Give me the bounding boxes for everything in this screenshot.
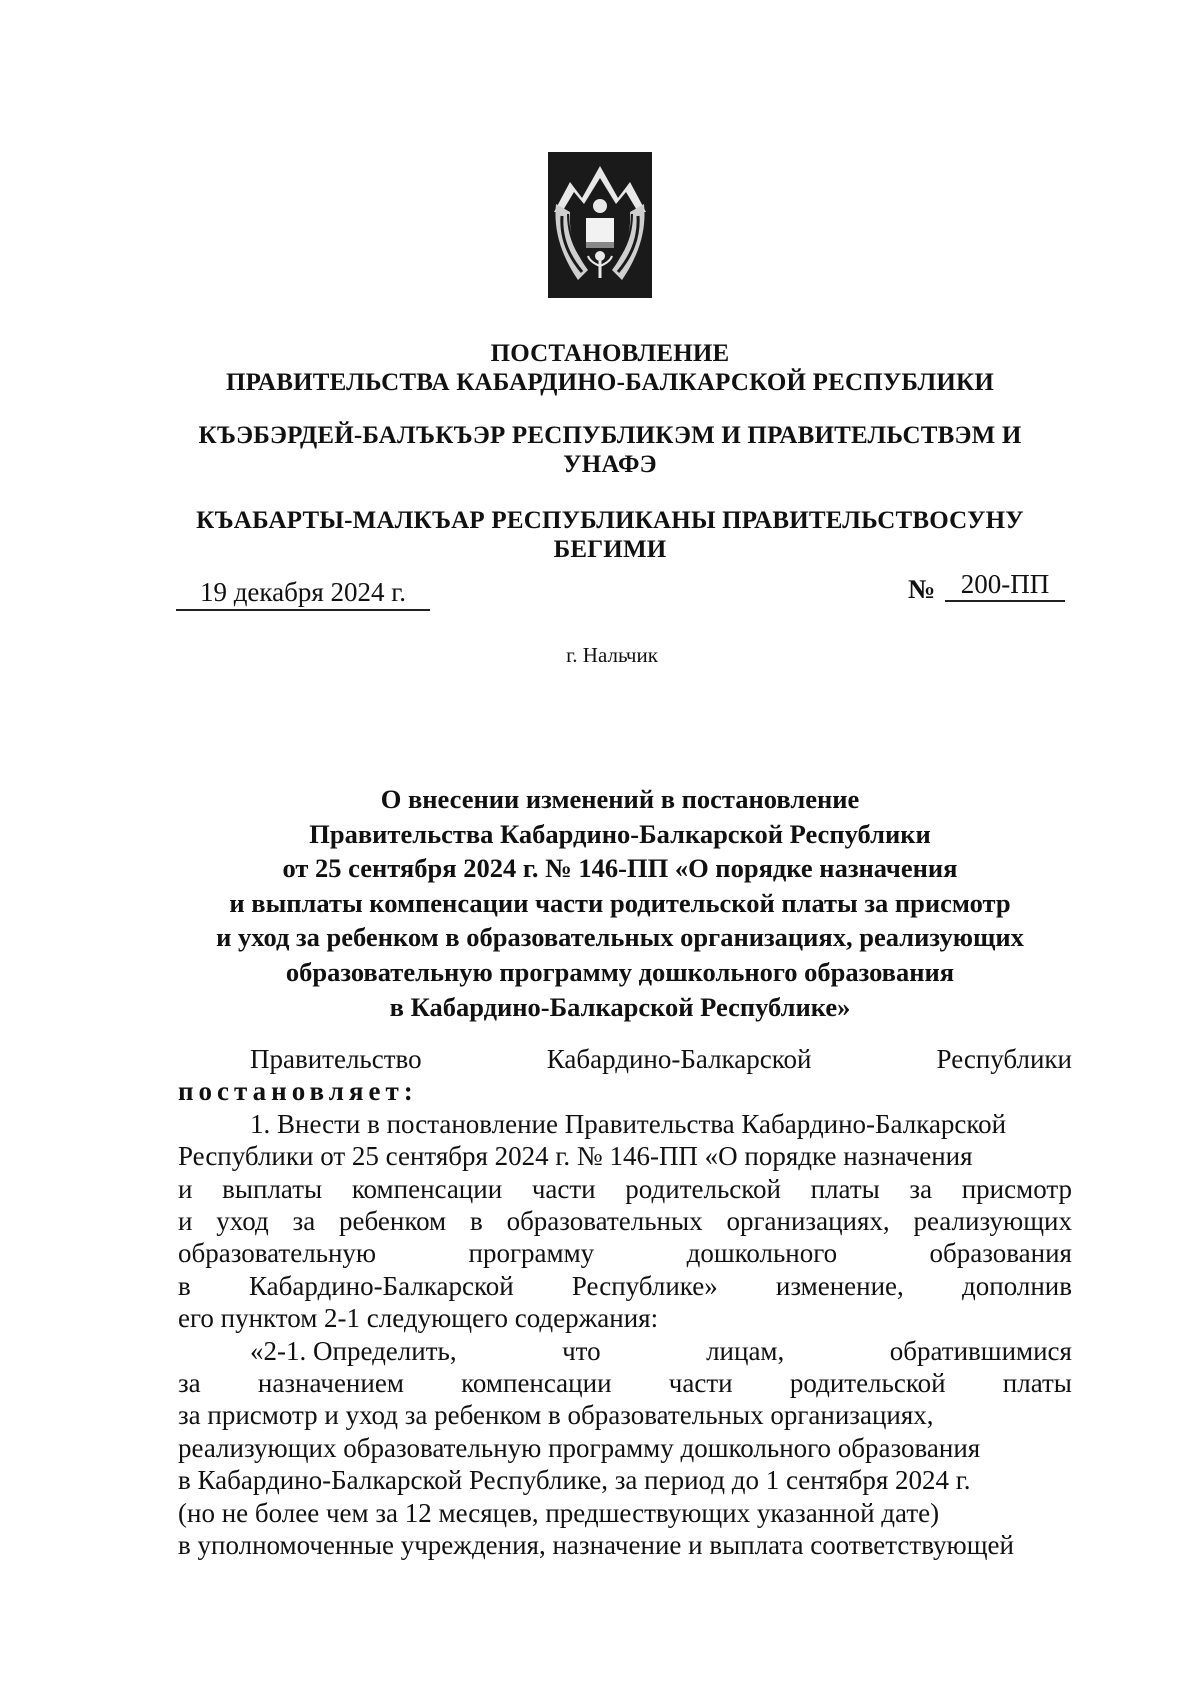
title-line: и уход за ребенком в образовательных организациях, реализующих xyxy=(216,922,1024,953)
word: Кабардино-Балкарской xyxy=(248,1270,514,1301)
word: Республики xyxy=(936,1044,1072,1074)
body-line xyxy=(178,1497,1072,1529)
coat-of-arms-emblem xyxy=(548,152,652,298)
word: программу xyxy=(468,1238,595,1269)
line-text: (но не более чем за 12 месяцев, предшествующих указанной дате) xyxy=(178,1497,940,1528)
line-text: реализующих образовательную программу дошкольного образования xyxy=(178,1432,981,1463)
line-text: Республики от 25 сентября 2024 г. № 146-ПП «О порядке назначения xyxy=(178,1141,973,1172)
title-line: в Кабардино-Балкарской Республике» xyxy=(389,991,851,1022)
word: родительской xyxy=(625,1173,781,1204)
word: обратившимися xyxy=(889,1335,1072,1366)
word: за xyxy=(292,1206,316,1237)
word: компенсации xyxy=(351,1173,503,1204)
word: в xyxy=(178,1270,191,1301)
document-number: 200-ПП xyxy=(945,568,1065,602)
word: образовательных xyxy=(506,1206,703,1237)
word: дополнив xyxy=(962,1270,1072,1301)
word: за xyxy=(909,1173,933,1204)
body-line xyxy=(178,1075,1072,1107)
word: Правительство xyxy=(250,1044,422,1074)
header-balkar-1: КЪАБАРТЫ-МАЛКЪАР РЕСПУБЛИКАНЫ ПРАВИТЕЛЬСТВОСУНУ xyxy=(196,507,1024,534)
title-line: образовательную программу дошкольного образования xyxy=(285,956,955,987)
line-text: 1. Внести в постановление Правительства Кабардино-Балкарской xyxy=(250,1108,1007,1139)
line-text: его пунктом 2-1 следующего содержания: xyxy=(178,1303,659,1334)
document-body xyxy=(178,1043,1072,1562)
word: выплаты xyxy=(222,1173,323,1204)
word: назначением xyxy=(257,1368,404,1399)
word: платы xyxy=(1002,1368,1072,1399)
document-date: 19 декабря 2024 г. xyxy=(176,575,430,611)
body-line xyxy=(178,1237,1072,1269)
decree-keyword: постановляет: xyxy=(178,1076,418,1107)
word: организациях, xyxy=(726,1206,890,1237)
body-line xyxy=(178,1270,1072,1302)
word: дошкольного xyxy=(686,1238,838,1269)
word: Кабардино-Балкарской xyxy=(546,1044,812,1074)
word: образовательную xyxy=(178,1238,377,1269)
body-line xyxy=(178,1432,1072,1464)
body-line xyxy=(178,1335,1072,1367)
title-line: Правительства Кабардино-Балкарской Республики xyxy=(309,818,931,849)
body-line xyxy=(178,1173,1072,1205)
body-line xyxy=(178,1140,1072,1172)
word: в xyxy=(469,1206,483,1237)
word: части xyxy=(531,1173,596,1204)
word: ребенком xyxy=(339,1206,447,1237)
word: компенсации xyxy=(461,1368,612,1399)
word: изменение, xyxy=(775,1270,904,1301)
header-balkar-2: БЕГИМИ xyxy=(553,536,667,563)
header-title: ПОСТАНОВЛЕНИЕ xyxy=(490,340,730,367)
header-kabardian-1: КЪЭБЭРДЕЙ-БАЛЪКЪЭР РЕСПУБЛИКЭМ И ПРАВИТЕЛЬСТВЭМ И xyxy=(198,422,1022,449)
word: части xyxy=(668,1368,733,1399)
word: присмотр xyxy=(961,1173,1072,1204)
word: родительской xyxy=(789,1368,946,1399)
word: и xyxy=(178,1206,193,1237)
line-text: в уполномоченные учреждения, назначение и выплата соответствующей xyxy=(178,1530,1014,1561)
number-label: № xyxy=(908,574,936,604)
body-line xyxy=(178,1108,1072,1140)
body-line xyxy=(178,1464,1072,1496)
document-title xyxy=(140,782,1100,1024)
word: образования xyxy=(929,1238,1072,1269)
word: реализующих xyxy=(913,1206,1072,1237)
body-line xyxy=(178,1043,1072,1075)
body-line xyxy=(178,1367,1072,1399)
word: что xyxy=(562,1335,601,1366)
word: уход xyxy=(216,1206,269,1237)
body-line xyxy=(178,1529,1072,1561)
word: и xyxy=(178,1173,193,1204)
title-line: и выплаты компенсации части родительской платы за присмотр xyxy=(229,887,1011,918)
body-line xyxy=(178,1205,1072,1237)
city: г. Нальчик xyxy=(566,643,658,667)
body-line xyxy=(178,1399,1072,1431)
word: Республике» xyxy=(571,1270,718,1301)
header-kabardian-2: УНАФЭ xyxy=(563,451,657,478)
body-line xyxy=(178,1302,1072,1334)
line-text: за присмотр и уход за ребенком в образовательных организациях, xyxy=(178,1400,934,1431)
coat-of-arms-icon xyxy=(548,152,652,298)
word: за xyxy=(178,1368,201,1399)
title-line: от 25 сентября 2024 г. № 146-ПП «О порядке назначения xyxy=(282,853,958,884)
line-text: в Кабардино-Балкарской Республике, за период до 1 сентября 2024 г. xyxy=(178,1465,971,1496)
header-government: ПРАВИТЕЛЬСТВА КАБАРДИНО-БАЛКАРСКОЙ РЕСПУБЛИКИ xyxy=(226,369,994,396)
word: платы xyxy=(810,1173,880,1204)
word: «2-1. Определить, xyxy=(250,1335,457,1366)
word: лицам, xyxy=(706,1335,785,1366)
title-line: О внесении изменений в постановление xyxy=(380,784,860,814)
